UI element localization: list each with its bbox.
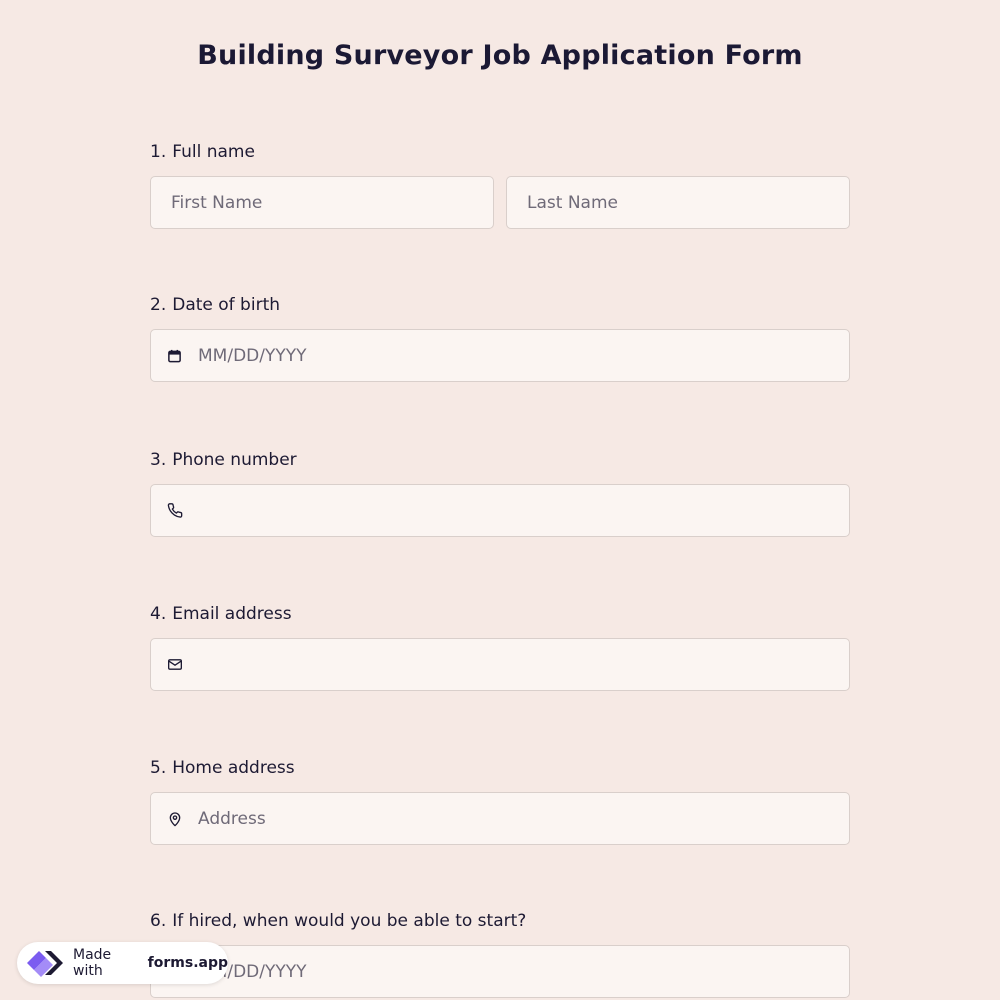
email-address-field [150, 638, 850, 691]
question-number: 1. [150, 142, 167, 162]
question-label [150, 141, 850, 163]
question-text: Full name [172, 142, 255, 162]
last-name-input[interactable] [507, 177, 849, 228]
made-with-badge[interactable] [17, 942, 228, 984]
question-start-date [147, 910, 850, 998]
question-home-address [150, 757, 850, 845]
question-number: 6. [150, 911, 167, 931]
question-label [150, 910, 850, 932]
phone-number-input[interactable] [151, 485, 849, 536]
question-text: Date of birth [172, 295, 281, 315]
home-address-field [150, 792, 850, 845]
question-date-of-birth [150, 294, 850, 382]
question-number: 2. [150, 295, 167, 315]
question-email-address [150, 603, 850, 691]
question-text: Home address [172, 758, 295, 778]
badge-brand: forms.app [147, 955, 228, 971]
date-of-birth-input[interactable] [151, 330, 849, 381]
badge-prefix: Made with [73, 947, 112, 979]
form-title: Building Surveyor Job Application Form [197, 40, 803, 71]
question-number: 5. [150, 758, 167, 778]
phone-icon [166, 502, 183, 519]
question-text: If hired, when would you be able to start? [172, 911, 527, 931]
question-text: Email address [172, 604, 292, 624]
last-name-field [506, 176, 850, 229]
question-label [150, 757, 850, 779]
date-of-birth-field [150, 329, 850, 382]
start-date-input[interactable] [151, 946, 849, 997]
question-phone-number [150, 449, 850, 537]
mail-icon [166, 656, 183, 673]
question-number: 4. [150, 604, 167, 624]
question-label [150, 603, 850, 625]
location-pin-icon [166, 810, 183, 827]
email-address-input[interactable] [151, 639, 849, 690]
first-name-input[interactable] [151, 177, 493, 228]
question-text: Phone number [172, 450, 297, 470]
forms-app-logo-icon [25, 946, 65, 980]
question-label [150, 294, 850, 316]
home-address-input[interactable] [151, 793, 849, 844]
calendar-icon [166, 347, 183, 364]
phone-number-field [150, 484, 850, 537]
first-name-field [150, 176, 494, 229]
start-date-field [147, 945, 850, 998]
question-label [150, 449, 850, 471]
question-full-name [150, 141, 850, 229]
question-number: 3. [150, 450, 167, 470]
